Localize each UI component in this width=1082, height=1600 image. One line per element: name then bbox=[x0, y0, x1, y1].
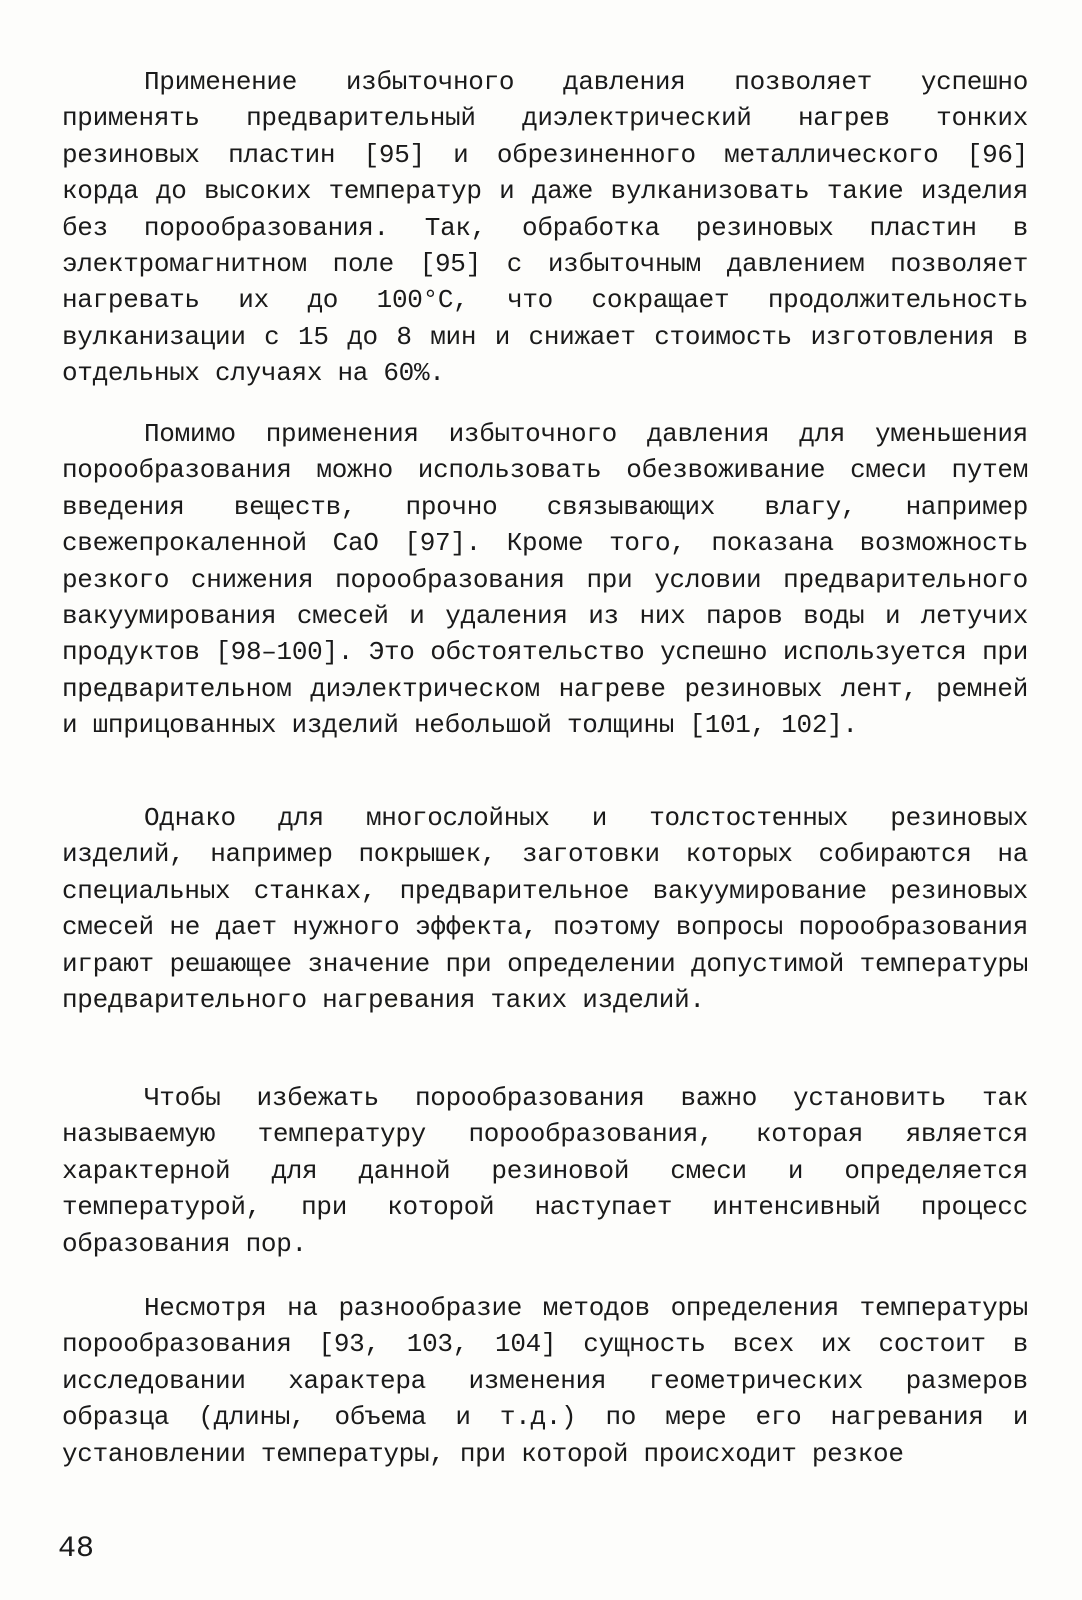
page-number: 48 bbox=[58, 1532, 95, 1566]
paragraph-4 bbox=[62, 1080, 1028, 1262]
paragraph-1 bbox=[62, 64, 1028, 392]
paragraph-text: Чтобы избежать порообразования важно установить так называемую температуру порообразования, которая является характерной для данной резиновой смеси и определяется температурой, при которой наступает интенсивный процесс образования пор. bbox=[62, 1083, 1028, 1259]
paragraph-3 bbox=[62, 800, 1028, 1018]
paragraph-5 bbox=[62, 1290, 1028, 1472]
paragraph-text: Применение избыточного давления позволяет успешно применять предварительный диэлектрический нагрев тонких резиновых пластин [95] и обрезиненного металлического [96] корда до высоких температур и даже вулканизовать такие изделия без порообразования. Так, обработка резиновых пластин в электромагнитном поле [95] с избыточным давлением позволяет нагревать их до 100°С, что сокращает продолжительность вулканизации с 15 до 8 мин и снижает стоимость изготовления в отдельных случаях на 60%. bbox=[62, 67, 1028, 389]
paragraph-text: Однако для многослойных и толстостенных резиновых изделий, например покрышек, заготовки которых собираются на специальных станках, предварительное вакуумирование резиновых смесей не дает нужного эффекта, поэтому вопросы порообразования играют решающее значение при определении допустимой температуры предварительного нагревания таких изделий. bbox=[62, 803, 1028, 1016]
paragraph-text: Помимо применения избыточного давления для уменьшения порообразования можно использовать обезвоживание смеси путем введения веществ, прочно связывающих влагу, например свежепрокаленной CaO [97]. Кроме того, показана возможность резкого снижения порообразования при условии предварительного вакуумирования смесей и удаления из них паров воды и летучих продуктов [98–100]. Это обстоятельство успешно используется при предварительном диэлектрическом нагреве резиновых лент, ремней и шприцованных изделий небольшой толщины [101, 102]. bbox=[62, 419, 1028, 741]
paragraph-2 bbox=[62, 416, 1028, 744]
paragraph-text: Несмотря на разнообразие методов определения температуры порообразования [93, 103, 104] сущность всех их состоит в исследовании характера изменения геометрических размеров образца (длины, объема и т.д.) по мере его нагревания и установлении температуры, при которой происходит резкое bbox=[62, 1293, 1028, 1469]
